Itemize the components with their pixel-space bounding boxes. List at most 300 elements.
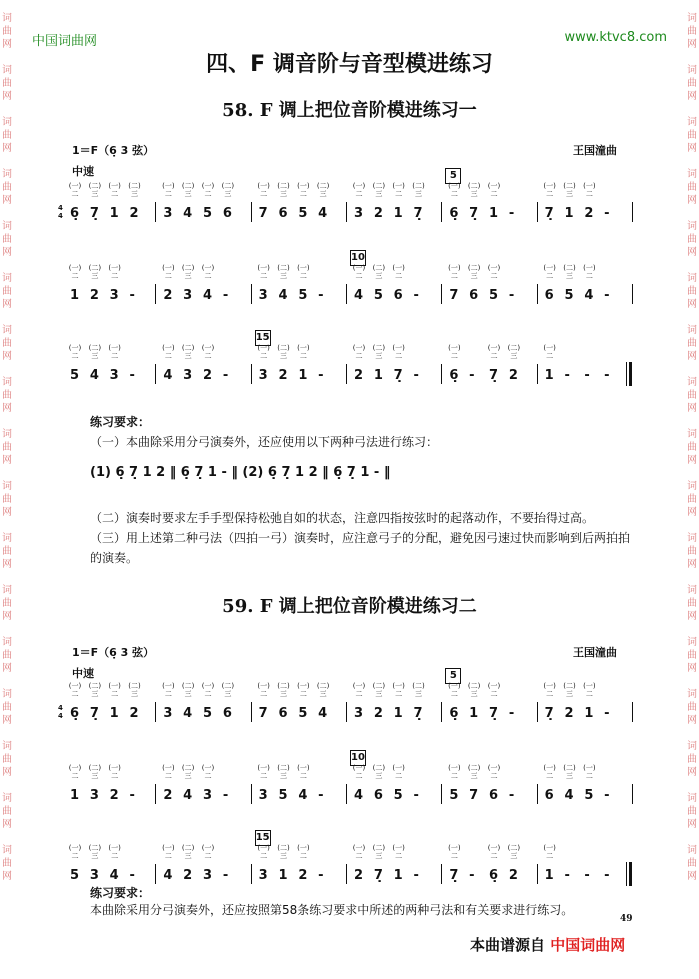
exercise-58-key: 1＝F（6̣ 3 弦） — [72, 144, 155, 157]
side-watermark-text: 词 曲 网 — [687, 13, 697, 50]
fingering-mark: (一) 二 — [392, 844, 405, 860]
note: - — [508, 788, 515, 803]
note: 6 — [278, 206, 288, 221]
note: 4 — [89, 368, 99, 383]
barline — [632, 784, 633, 804]
exercise-59-tempo: 中速 — [72, 667, 94, 680]
note: 4 — [318, 706, 328, 721]
note: 2 — [163, 788, 173, 803]
fingering-mark: (一) 二 — [487, 344, 501, 360]
side-watermark-text: 词 曲 网 — [2, 65, 12, 102]
side-watermark-text: 词 曲 网 — [2, 221, 12, 258]
side-watermark-text: 词 曲 网 — [2, 533, 12, 570]
note: - — [222, 288, 229, 303]
fingering-mark: (一) 二 — [543, 764, 556, 780]
fingering-mark: (一) 二 — [448, 764, 461, 780]
fingering-mark: (二) 三 — [563, 764, 576, 780]
side-watermark-text: 词 曲 网 — [687, 585, 697, 622]
fingering-mark: (二) 三 — [88, 682, 102, 698]
note: 7̣ — [544, 706, 554, 721]
side-watermark-text: 词 曲 网 — [2, 689, 12, 726]
side-watermark-left — [0, 0, 14, 979]
note: 2 — [163, 288, 173, 303]
note: - — [508, 706, 515, 721]
note: - — [318, 868, 324, 883]
note: 1 — [109, 206, 119, 221]
note: 3 — [163, 206, 173, 221]
fingering-mark: (一) 二 — [487, 764, 501, 780]
exercise-58-title: 58. F 调上把位音阶模进练习一 — [222, 100, 477, 121]
fingering-mark: (一) 二 — [68, 182, 82, 198]
note: 3 — [183, 288, 193, 303]
note: 2 — [89, 288, 99, 303]
fingering-mark: (二) 三 — [316, 682, 330, 698]
fingering-mark: (二) 三 — [277, 682, 290, 698]
note: 4 — [354, 788, 364, 803]
exercise-58-composer: 王国潼曲 — [573, 144, 617, 157]
barline — [632, 202, 633, 222]
rehearsal-mark: 15 — [255, 830, 271, 846]
barline — [155, 284, 156, 304]
side-watermark-text: 词 曲 网 — [2, 377, 12, 414]
barline — [537, 864, 538, 884]
note: 6̣ — [70, 706, 80, 721]
note: 3 — [203, 788, 213, 803]
fingering-mark: (二) 三 — [181, 182, 195, 198]
fingering-mark: (一) 二 — [257, 344, 270, 360]
note: 6 — [393, 288, 403, 303]
barline — [155, 364, 156, 384]
exercise-59-key: 1＝F（6̣ 3 弦） — [72, 646, 155, 659]
fingering-mark: (二) 三 — [372, 344, 386, 360]
note: 1 — [373, 368, 383, 383]
fingering-mark: (二) 三 — [412, 182, 425, 198]
fingering-mark: (二) 三 — [88, 182, 102, 198]
rehearsal-mark: 15 — [255, 330, 271, 346]
barline — [251, 364, 252, 384]
note: - — [129, 288, 135, 303]
note: 3 — [258, 288, 268, 303]
fingering-mark: (二) 三 — [181, 264, 195, 280]
fingering-mark: (一) 二 — [543, 264, 556, 280]
note: 7̣ — [393, 368, 403, 383]
note: 2 — [354, 868, 364, 883]
note: 4 — [183, 206, 193, 221]
barline — [346, 202, 347, 222]
fingering-mark: (一) 二 — [68, 764, 82, 780]
fingering-mark: (一) 二 — [162, 844, 175, 860]
note: - — [604, 206, 610, 221]
note: - — [222, 368, 229, 383]
fingering-mark: (一) 二 — [392, 344, 405, 360]
fingering-mark: (二) 三 — [88, 844, 102, 860]
fingering-mark: (二) 三 — [507, 344, 521, 360]
note: 3 — [258, 788, 268, 803]
note: 3 — [183, 368, 193, 383]
note: 6 — [222, 706, 232, 721]
barline — [537, 284, 538, 304]
fingering-mark: (一) 二 — [68, 844, 82, 860]
note: 7 — [258, 706, 268, 721]
note: - — [318, 288, 324, 303]
note: - — [604, 288, 610, 303]
barline — [537, 702, 538, 722]
note: 5 — [70, 868, 80, 883]
note: 5 — [70, 368, 80, 383]
barline — [441, 364, 442, 384]
side-watermark-right — [685, 0, 699, 979]
note: - — [413, 868, 419, 883]
exercise-58-requirement-3: （三）用上述第二种弓法（四拍一弓）演奏时，应注意弓子的分配，避免因弓速过快而影响到后两拍拍的演奏。 — [90, 531, 631, 565]
fingering-mark: (二) 三 — [277, 344, 290, 360]
note: 5 — [489, 288, 499, 303]
note: 6 — [489, 788, 499, 803]
fingering-mark: (一) 二 — [543, 344, 556, 360]
rehearsal-mark: 10 — [350, 750, 366, 766]
note: 5 — [298, 206, 308, 221]
fingering-mark: (一) 二 — [297, 682, 310, 698]
note: - — [413, 788, 419, 803]
note: 3 — [163, 706, 173, 721]
barline — [537, 784, 538, 804]
note: 3 — [354, 706, 364, 721]
exercise-59-requirement: 本曲除采用分弓演奏外，还应按照第58条练习要求中所述的两种弓法和有关要求进行练习。 — [90, 903, 574, 917]
note: - — [129, 788, 135, 803]
side-watermark-text: 词 曲 网 — [687, 169, 697, 206]
note: - — [508, 288, 515, 303]
time-signature: 4 4 — [58, 204, 63, 220]
fingering-mark: (二) 三 — [277, 182, 290, 198]
note: 7̣ — [489, 706, 499, 721]
note: 6 — [278, 706, 288, 721]
note: 2 — [373, 706, 383, 721]
note: - — [129, 868, 135, 883]
page-number: 49 — [620, 914, 633, 924]
fingering-mark: (一) 二 — [162, 344, 175, 360]
fingering-mark: (一) 二 — [392, 682, 405, 698]
fingering-mark: (一) 二 — [448, 682, 461, 698]
note: 1 — [393, 868, 403, 883]
fingering-mark: (一) 二 — [162, 182, 175, 198]
barline — [346, 284, 347, 304]
fingering-mark: (一) 二 — [583, 182, 596, 198]
side-watermark-text: 词 曲 网 — [2, 117, 12, 154]
note: 6 — [222, 206, 232, 221]
note: 2 — [203, 368, 213, 383]
note: 2 — [508, 868, 518, 883]
note: 1 — [70, 788, 80, 803]
barline — [155, 702, 156, 722]
barline — [346, 784, 347, 804]
note: 5 — [298, 706, 308, 721]
barline — [632, 284, 633, 304]
fingering-mark: (二) 三 — [507, 844, 521, 860]
fingering-mark: (一) 二 — [297, 844, 310, 860]
note: 5 — [564, 288, 574, 303]
fingering-mark: (二) 三 — [467, 264, 481, 280]
watermark-url: www.ktvc8.com — [564, 30, 667, 45]
note: - — [564, 368, 570, 383]
fingering-mark: (一) 二 — [352, 264, 366, 280]
note: 7 — [469, 788, 479, 803]
note: 4 — [183, 788, 193, 803]
note: - — [129, 368, 135, 383]
fingering-mark: (一) 二 — [543, 682, 556, 698]
note: 1 — [298, 368, 308, 383]
note: - — [584, 368, 590, 383]
fingering-mark: (一) 二 — [201, 682, 215, 698]
barline — [441, 864, 442, 884]
side-watermark-text: 词 曲 网 — [687, 481, 697, 518]
footer-site: 中国词曲网 — [550, 936, 626, 954]
note: 6 — [544, 788, 554, 803]
fingering-mark: (一) 二 — [352, 764, 366, 780]
side-watermark-text: 词 曲 网 — [2, 481, 12, 518]
fingering-mark: (二) 三 — [88, 264, 102, 280]
fingering-mark: (二) 三 — [128, 182, 141, 198]
note: 7̣ — [449, 868, 459, 883]
note: 3 — [89, 868, 99, 883]
rehearsal-mark: 10 — [350, 250, 366, 266]
note: 6̣ — [489, 868, 499, 883]
fingering-mark: (二) 三 — [372, 182, 386, 198]
note: 1 — [70, 288, 80, 303]
fingering-mark: (一) 二 — [68, 682, 82, 698]
fingering-mark: (一) 二 — [257, 264, 270, 280]
exercise-59-requirements-label: 练习要求： — [90, 886, 151, 900]
rehearsal-mark: 5 — [445, 668, 461, 684]
fingering-mark: (一) 二 — [487, 182, 501, 198]
fingering-mark: (一) 二 — [448, 344, 461, 360]
note: - — [508, 206, 515, 221]
note: - — [604, 706, 610, 721]
fingering-mark: (一) 二 — [297, 344, 310, 360]
note: 6̣ — [449, 706, 459, 721]
barline — [155, 784, 156, 804]
barline — [441, 784, 442, 804]
note: 7̣ — [469, 206, 479, 221]
side-watermark-text: 词 曲 网 — [2, 169, 12, 206]
note: 5 — [298, 288, 308, 303]
fingering-mark: (一) 二 — [392, 264, 405, 280]
note: 7 — [449, 288, 459, 303]
fingering-mark: (二) 三 — [563, 682, 576, 698]
fingering-mark: (二) 三 — [181, 844, 195, 860]
note: - — [222, 788, 229, 803]
fingering-mark: (二) 三 — [316, 182, 330, 198]
fingering-mark: (一) 二 — [297, 764, 310, 780]
bowing-patterns: (1) 6̣ 7̣ 1 2 ‖ 6̣ 7̣ 1 - ‖ (2) 6̣ 7̣ 1 2 ‖ 6̣ 7̣ 1 - ‖ — [90, 465, 391, 480]
barline — [155, 864, 156, 884]
note: 7̣ — [89, 706, 99, 721]
side-watermark-text: 词 曲 网 — [687, 377, 697, 414]
note: 4 — [584, 288, 594, 303]
fingering-mark: (一) 二 — [297, 264, 310, 280]
note: 5 — [373, 288, 383, 303]
barline — [251, 864, 252, 884]
rehearsal-mark: 5 — [445, 168, 461, 184]
note: 3 — [258, 868, 268, 883]
side-watermark-text: 词 曲 网 — [2, 429, 12, 466]
note: - — [469, 868, 475, 883]
note: 6 — [373, 788, 383, 803]
fingering-mark: (二) 三 — [467, 682, 481, 698]
note: 4 — [564, 788, 574, 803]
side-watermark-text: 词 曲 网 — [687, 533, 697, 570]
fingering-mark: (二) 三 — [372, 844, 386, 860]
fingering-mark: (二) 三 — [467, 764, 481, 780]
side-watermark-text: 词 曲 网 — [687, 793, 697, 830]
barline — [346, 864, 347, 884]
side-watermark-text: 词 曲 网 — [687, 221, 697, 258]
note: 3 — [354, 206, 364, 221]
side-watermark-text: 词 曲 网 — [2, 13, 12, 50]
fingering-mark: (一) 二 — [108, 264, 121, 280]
side-watermark-text: 词 曲 网 — [687, 273, 697, 310]
fingering-mark: (一) 二 — [68, 264, 82, 280]
side-watermark-text: 词 曲 网 — [2, 585, 12, 622]
fingering-mark: (二) 三 — [277, 844, 290, 860]
fingering-mark: (一) 二 — [487, 264, 501, 280]
side-watermark-text: 词 曲 网 — [2, 273, 12, 310]
fingering-mark: (一) 二 — [583, 682, 596, 698]
note: - — [604, 368, 610, 383]
note: 7̣ — [413, 706, 423, 721]
fingering-mark: (二) 三 — [128, 682, 141, 698]
note: 4 — [318, 206, 328, 221]
fingering-mark: (一) 二 — [108, 682, 121, 698]
fingering-mark: (二) 三 — [221, 682, 235, 698]
fingering-mark: (一) 二 — [162, 682, 175, 698]
note: 4 — [163, 368, 173, 383]
side-watermark-text: 词 曲 网 — [2, 325, 12, 362]
barline — [346, 702, 347, 722]
fingering-mark: (一) 二 — [543, 844, 556, 860]
note: 1 — [564, 206, 574, 221]
side-watermark-text: 词 曲 网 — [687, 689, 697, 726]
side-watermark-text: 词 曲 网 — [2, 637, 12, 674]
fingering-mark: (一) 二 — [162, 764, 175, 780]
note: 6̣ — [70, 206, 80, 221]
side-watermark-text: 词 曲 网 — [2, 793, 12, 830]
note: 1 — [544, 868, 554, 883]
exercise-59-composer: 王国潼曲 — [573, 646, 617, 659]
note: 5 — [278, 788, 288, 803]
fingering-mark: (一) 二 — [543, 182, 556, 198]
fingering-mark: (二) 三 — [88, 764, 102, 780]
fingering-mark: (二) 三 — [181, 764, 195, 780]
staff-line — [60, 252, 632, 308]
fingering-mark: (二) 三 — [372, 264, 386, 280]
note: - — [222, 868, 229, 883]
note: 2 — [298, 868, 308, 883]
fingering-mark: (一) 二 — [201, 764, 215, 780]
note: 3 — [109, 368, 119, 383]
note: - — [469, 368, 475, 383]
barline — [251, 284, 252, 304]
fingering-mark: (一) 二 — [201, 844, 215, 860]
fingering-mark: (一) 二 — [108, 764, 121, 780]
exercise-58-requirement-2: （二）演奏时要求左手手型保持松弛自如的状态，注意四指按弦时的起落动作，不要抬得过高。 — [90, 511, 595, 525]
fingering-mark: (一) 二 — [448, 844, 461, 860]
barline — [537, 364, 538, 384]
note: 1 — [109, 706, 119, 721]
barline — [632, 702, 633, 722]
note: 2 — [584, 206, 594, 221]
note: 4 — [278, 288, 288, 303]
fingering-mark: (二) 三 — [372, 682, 386, 698]
note: 6 — [544, 288, 554, 303]
fingering-mark: (一) 二 — [297, 182, 310, 198]
note: - — [604, 868, 610, 883]
note: 4 — [163, 868, 173, 883]
section-title: 四、F 调音阶与音型模进练习 — [206, 52, 493, 77]
note: 3 — [203, 868, 213, 883]
final-barline — [626, 862, 632, 886]
barline — [441, 284, 442, 304]
note: 1 — [393, 206, 403, 221]
note: 1 — [489, 206, 499, 221]
fingering-mark: (一) 二 — [352, 344, 366, 360]
note: 2 — [278, 368, 288, 383]
fingering-mark: (一) 二 — [352, 682, 366, 698]
note: 5 — [393, 788, 403, 803]
side-watermark-text: 词 曲 网 — [687, 845, 697, 882]
note: 6̣ — [449, 368, 459, 383]
fingering-mark: (二) 三 — [467, 182, 481, 198]
fingering-mark: (二) 三 — [181, 682, 195, 698]
side-watermark-text: 词 曲 网 — [687, 637, 697, 674]
barline — [441, 202, 442, 222]
staff-line — [60, 752, 632, 808]
note: 2 — [129, 706, 139, 721]
side-watermark-text: 词 曲 网 — [2, 741, 12, 778]
note: 4 — [109, 868, 119, 883]
fingering-mark: (二) 三 — [277, 264, 290, 280]
note: 3 — [89, 788, 99, 803]
fingering-mark: (一) 二 — [201, 182, 215, 198]
note: 7̣ — [413, 206, 423, 221]
note: 7̣ — [89, 206, 99, 221]
fingering-mark: (一) 二 — [257, 682, 270, 698]
fingering-mark: (二) 三 — [563, 264, 576, 280]
time-signature: 4 4 — [58, 704, 63, 720]
final-barline — [626, 362, 632, 386]
fingering-mark: (一) 二 — [487, 682, 501, 698]
side-watermark-text: 词 曲 网 — [2, 845, 12, 882]
fingering-mark: (二) 三 — [88, 344, 102, 360]
fingering-mark: (一) 二 — [448, 182, 461, 198]
note: 2 — [354, 368, 364, 383]
note: 1 — [393, 706, 403, 721]
note: 6 — [469, 288, 479, 303]
note: 5 — [449, 788, 459, 803]
note: 2 — [564, 706, 574, 721]
fingering-mark: (一) 二 — [487, 844, 501, 860]
note: 7̣ — [489, 368, 499, 383]
note: - — [318, 788, 324, 803]
fingering-mark: (一) 二 — [257, 764, 270, 780]
fingering-mark: (一) 二 — [448, 264, 461, 280]
note: 1 — [544, 368, 554, 383]
barline — [155, 202, 156, 222]
barline — [441, 702, 442, 722]
fingering-mark: (一) 二 — [352, 844, 366, 860]
fingering-mark: (二) 三 — [372, 764, 386, 780]
note: - — [413, 368, 419, 383]
barline — [251, 784, 252, 804]
staff-line — [60, 832, 632, 888]
